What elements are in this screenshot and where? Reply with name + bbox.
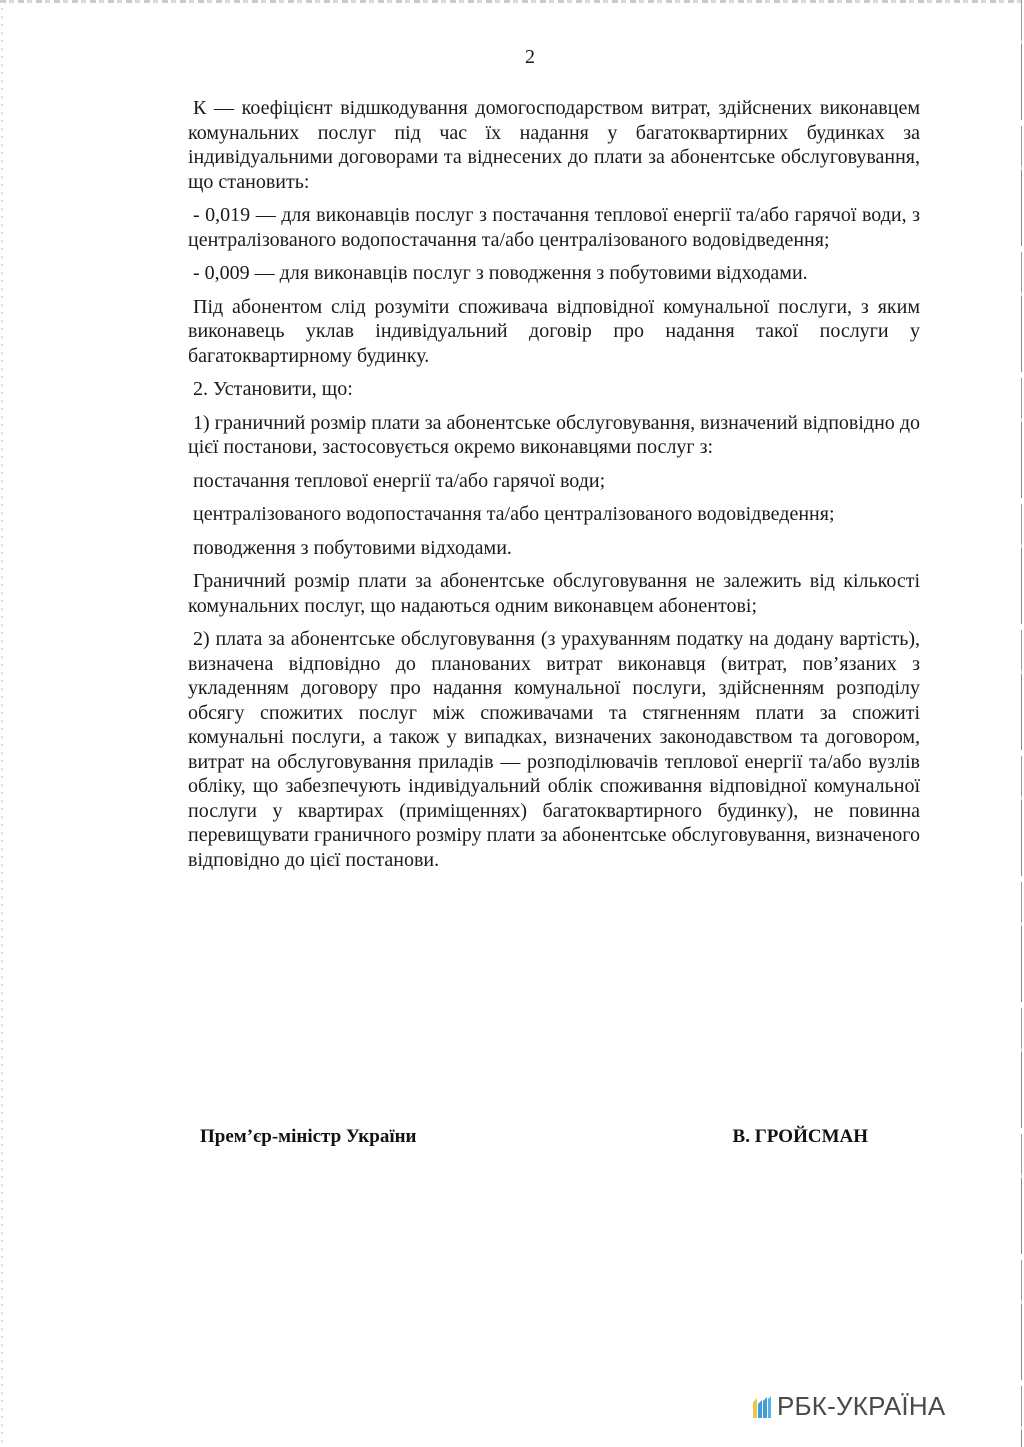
signature-block [200, 1126, 868, 1148]
paragraph-service-waste: поводження з побутовими відходами. [193, 536, 512, 559]
paragraph-item-2: 2) плата за абонентське обслуговування (з урахуванням податку на додану вартість), визначена відповідно до планованих витрат виконавця (витрат, пов’язаних з укладенням договору про надання комунальної послуги, здійсненням розподілу обсягу спожитих послуг між споживачами та стягненням плати за спожиті комунальні послуги, а також у випадках, визначених законодавством та договором, витрат на обслуговування приладів — розподілювачів теплової енергії та/або вузлів обліку, що забезпечують індивідуальний облік споживання відповідної комунальної послуги у квартирах (приміщеннях) багатоквартирного будинку), не повинна перевищувати граничного розміру плати за абонентське обслуговування, визначеного відповідно до цієї постанови. [188, 628, 920, 871]
scan-edge-right [1021, 0, 1022, 1447]
watermark-text: РБК-УКРАЇНА [777, 1391, 946, 1421]
signatory-name: В. ГРОЙСМАН [732, 1126, 868, 1147]
paragraph-service-water: централізованого водопостачання та/або централізованого водовідведення; [193, 503, 835, 525]
rbc-ukraine-watermark [753, 1391, 945, 1422]
paragraph-coefficient-k: К — коефіцієнт відшкодування домогосподарством витрат, здійснених виконавцем комунальних послуг під час їх надання у багатоквартирних будинках за індивідуальними договорами та віднесених до плати за абонентське обслуговування, що становить: [188, 97, 920, 193]
page-number: 2 [525, 46, 535, 68]
paragraph-coefficient-heat-water: - 0,019 — для виконавців послуг з постачання теплової енергії та/або гарячої води, з централізованого водопостачання та/або централізованого водовідведення; [188, 204, 920, 251]
paragraph-subscriber-definition: Під абонентом слід розуміти споживача відповідної комунальної послуги, з яким виконавець уклав індивідуальний договір про надання такої послуги у багатоквартирному будинку. [188, 295, 920, 367]
document-body [188, 96, 920, 881]
paragraph-limit-independent: Граничний розмір плати за абонентське обслуговування не залежить від кількості комунальних послуг, що надаються одним виконавцем абонентові; [188, 570, 920, 617]
scan-edge-top [0, 0, 1024, 3]
scan-edge-left [1, 0, 3, 1447]
signatory-title: Прем’єр-міністр України [200, 1126, 417, 1147]
paragraph-section-2: 2. Установити, що: [193, 378, 353, 400]
paragraph-item-1: 1) граничний розмір плати за абонентське обслуговування, визначений відповідно до цієї постанови, застосовується окремо виконавцями послуг з: [188, 411, 920, 458]
rbc-bars-icon [753, 1396, 771, 1418]
paragraph-coefficient-waste: - 0,009 — для виконавців послуг з поводження з побутовими відходами. [193, 262, 808, 284]
paragraph-service-heat: постачання теплової енергії та/або гарячої води; [193, 469, 606, 492]
